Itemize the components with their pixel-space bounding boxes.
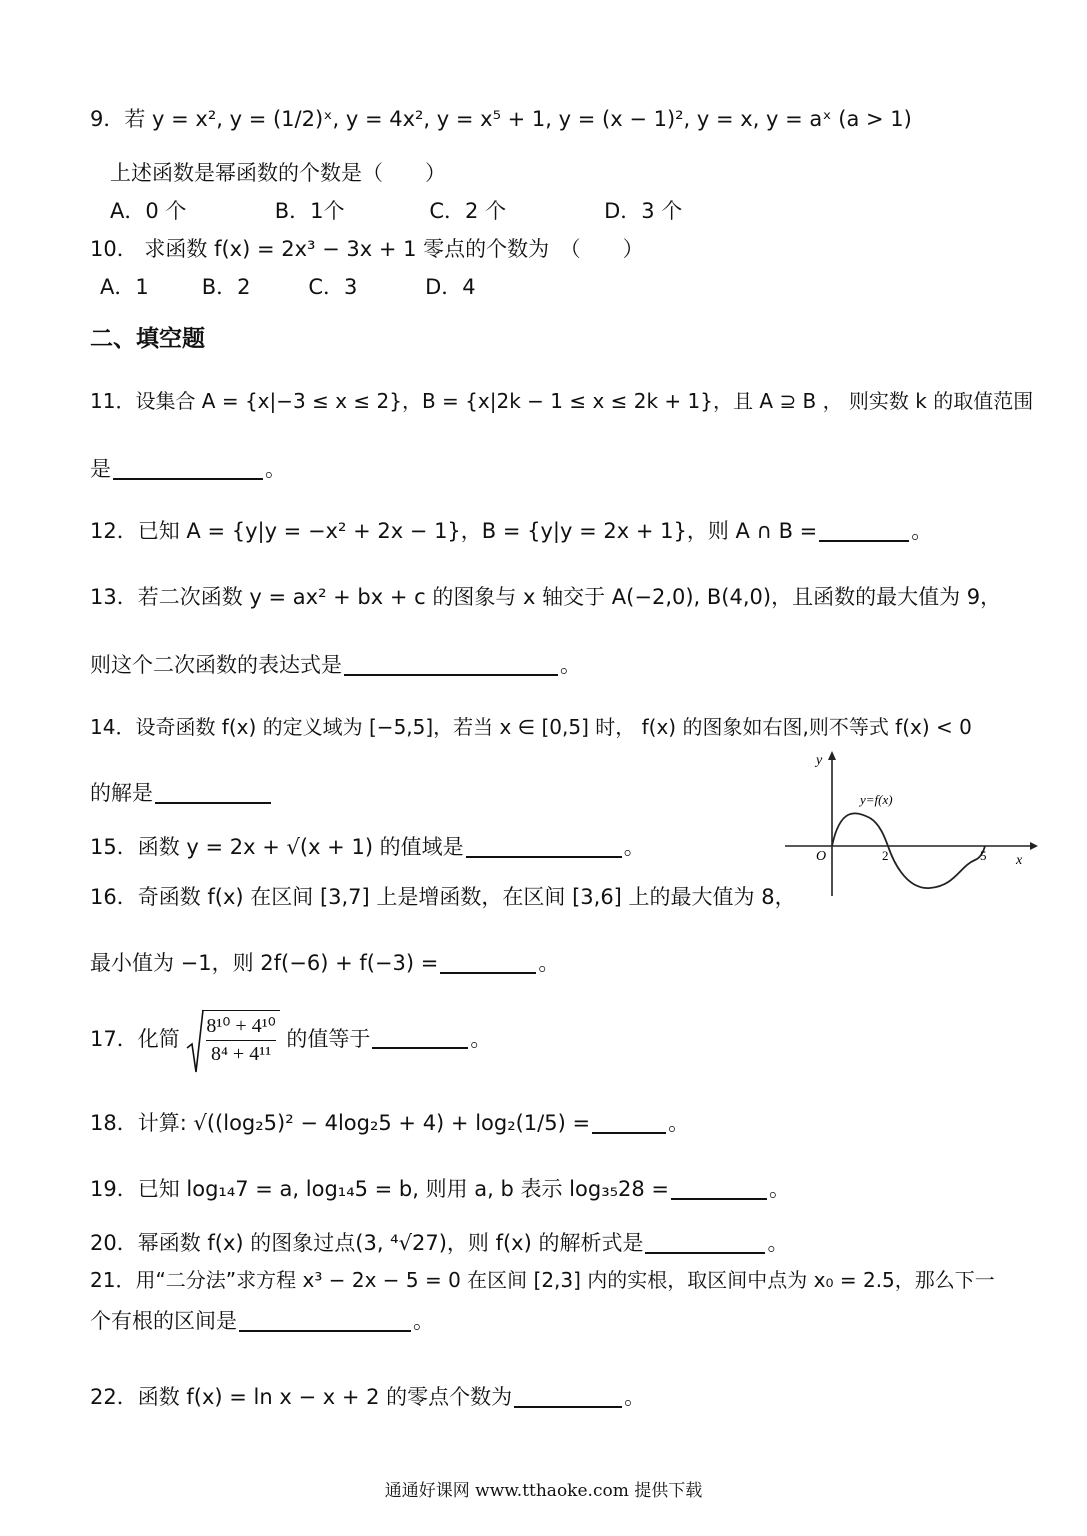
- q10-options: [100, 272, 476, 302]
- sqrt-icon: [186, 1008, 204, 1076]
- q15-text: 15．函数 y = 2x + √(x + 1) 的值域是: [90, 835, 464, 859]
- q20-end: 。: [767, 1231, 789, 1255]
- q16-prefix: 最小值为 −1，则 2f(−6) + f(−3) =: [90, 951, 439, 975]
- q17-end: 。: [470, 1027, 492, 1051]
- q19-answer-blank[interactable]: [671, 1178, 767, 1200]
- q22-end: 。: [624, 1385, 646, 1409]
- q16-answer-blank[interactable]: [440, 952, 536, 974]
- graph-label-origin: O: [816, 849, 827, 864]
- q10-option-d: D．4: [425, 275, 476, 299]
- q14-function-graph: [780, 748, 1040, 908]
- q15-line: [90, 832, 645, 862]
- q12-line: [90, 516, 932, 546]
- q18-text: 18．计算: √((log₂5)² − 4log₂5 + 4) + log₂(1/5) =: [90, 1111, 591, 1135]
- q21-answer-blank[interactable]: [239, 1310, 411, 1332]
- q21-line2: [90, 1306, 434, 1336]
- graph-y-arrow-icon: [828, 751, 836, 760]
- q20-answer-blank[interactable]: [645, 1232, 765, 1254]
- q16-end: 。: [538, 951, 560, 975]
- q22-answer-blank[interactable]: [514, 1386, 622, 1408]
- q20-text: 20．幂函数 f(x) 的图象过点(3, ⁴√27)，则 f(x) 的解析式是: [90, 1231, 644, 1255]
- q17-prefix: 17．化简: [90, 1027, 180, 1051]
- q19-end: 。: [769, 1177, 791, 1201]
- q9-option-a: A．0 个: [110, 199, 187, 223]
- q9-question: 上述函数是幂函数的个数是（ ）: [110, 161, 446, 185]
- q21-prefix: 个有根的区间是: [90, 1309, 237, 1333]
- graph-tick-2: 2: [882, 848, 889, 863]
- q12-text: 12．已知 A = {y|y = −x² + 2x − 1}，B = {y|y = 2x + 1}，则 A ∩ B =: [90, 519, 818, 543]
- q18-answer-blank[interactable]: [592, 1112, 666, 1134]
- graph-label-x: x: [1016, 853, 1023, 868]
- q13-line1: 13．若二次函数 y = ax² + bx + c 的图象与 x 轴交于 A(−2,0), B(4,0)，且函数的最大值为 9，: [90, 585, 1002, 609]
- q14-prefix: 的解是: [90, 781, 153, 805]
- q19-text: 19．已知 log₁₄7 = a, log₁₄5 = b, 则用 a, b 表示 log₃₅28 =: [90, 1177, 670, 1201]
- q14-answer-blank[interactable]: [155, 782, 271, 804]
- q18-line: [90, 1108, 689, 1138]
- graph-label-y: y: [816, 753, 823, 768]
- section-heading: 二、填空题: [90, 326, 205, 352]
- q16-line2: [90, 948, 559, 978]
- graph-curve-label: y=f(x): [860, 792, 893, 807]
- q9-options: [110, 196, 682, 226]
- q11-end: 。: [265, 457, 286, 481]
- q10-option-a: A．1: [100, 275, 149, 299]
- q9-option-c: C．2 个: [429, 199, 507, 223]
- q17-numerator: 8¹⁰ + 4¹⁰: [206, 1013, 275, 1041]
- q15-end: 。: [623, 835, 645, 859]
- q11-prefix: 是: [90, 457, 111, 481]
- q17-line: [90, 1010, 491, 1066]
- q20-line: [90, 1228, 788, 1258]
- q14-line2: [90, 778, 273, 808]
- q17-answer-blank[interactable]: [372, 1027, 468, 1049]
- q13-prefix: 则这个二次函数的表达式是: [90, 653, 342, 677]
- q17-denominator: 8⁴ + 4¹¹: [210, 1043, 272, 1065]
- q16-line1: 16．奇函数 f(x) 在区间 [3,7] 上是增函数，在区间 [3,6] 上的最大值为 8，: [90, 885, 796, 909]
- q9-option-b: B．1个: [274, 199, 345, 223]
- q15-answer-blank[interactable]: [466, 836, 622, 858]
- q11-line1: 11．设集合 A = {x|−3 ≤ x ≤ 2}，B = {x|2k − 1 ≤ x ≤ 2k + 1}，且 A ⊇ B ， 则实数 k 的取值范围: [90, 389, 1034, 413]
- q22-line: [90, 1382, 645, 1412]
- graph-tick-5: 5: [980, 848, 987, 863]
- q10-option-b: B．2: [201, 275, 251, 299]
- q12-answer-blank[interactable]: [819, 520, 909, 542]
- q13-answer-blank[interactable]: [344, 654, 558, 676]
- q17-suffix: 的值等于: [286, 1027, 371, 1051]
- q11-answer-blank[interactable]: [113, 458, 263, 480]
- q13-end: 。: [560, 653, 581, 677]
- q11-line2: [90, 454, 286, 484]
- q22-text: 22．函数 f(x) = ln x − x + 2 的零点个数为: [90, 1385, 513, 1409]
- q19-line: [90, 1174, 790, 1204]
- q18-end: 。: [668, 1111, 690, 1135]
- q12-end: 。: [911, 519, 933, 543]
- q10-option-c: C．3: [308, 275, 358, 299]
- q21-line1: 21．用“二分法”求方程 x³ − 2x − 5 = 0 在区间 [2,3] 内的实根，取区间中点为 x₀ = 2.5，那么下一: [90, 1268, 995, 1292]
- page-footer: 通通好课网 www.tthaoke.com 提供下载: [384, 1481, 703, 1501]
- q21-end: 。: [413, 1309, 434, 1333]
- q13-line2: [90, 650, 581, 680]
- q14-line1: 14．设奇函数 f(x) 的定义域为 [−5,5]，若当 x ∈ [0,5] 时， f(x) 的图象如右图,则不等式 f(x) < 0: [90, 715, 972, 739]
- q9-stem: 9．若 y = x², y = (1/2)ˣ, y = 4x², y = x⁵ + 1, y = (x − 1)², y = x, y = aˣ (a > 1): [90, 107, 912, 131]
- q10-stem: 10． 求函数 f(x) = 2x³ − 3x + 1 零点的个数为 （ ）: [90, 237, 644, 261]
- q17-radical: [186, 1010, 279, 1066]
- graph-x-arrow-icon: [1030, 842, 1038, 850]
- q9-option-d: D．3 个: [604, 199, 683, 223]
- graph-curve: [832, 813, 985, 888]
